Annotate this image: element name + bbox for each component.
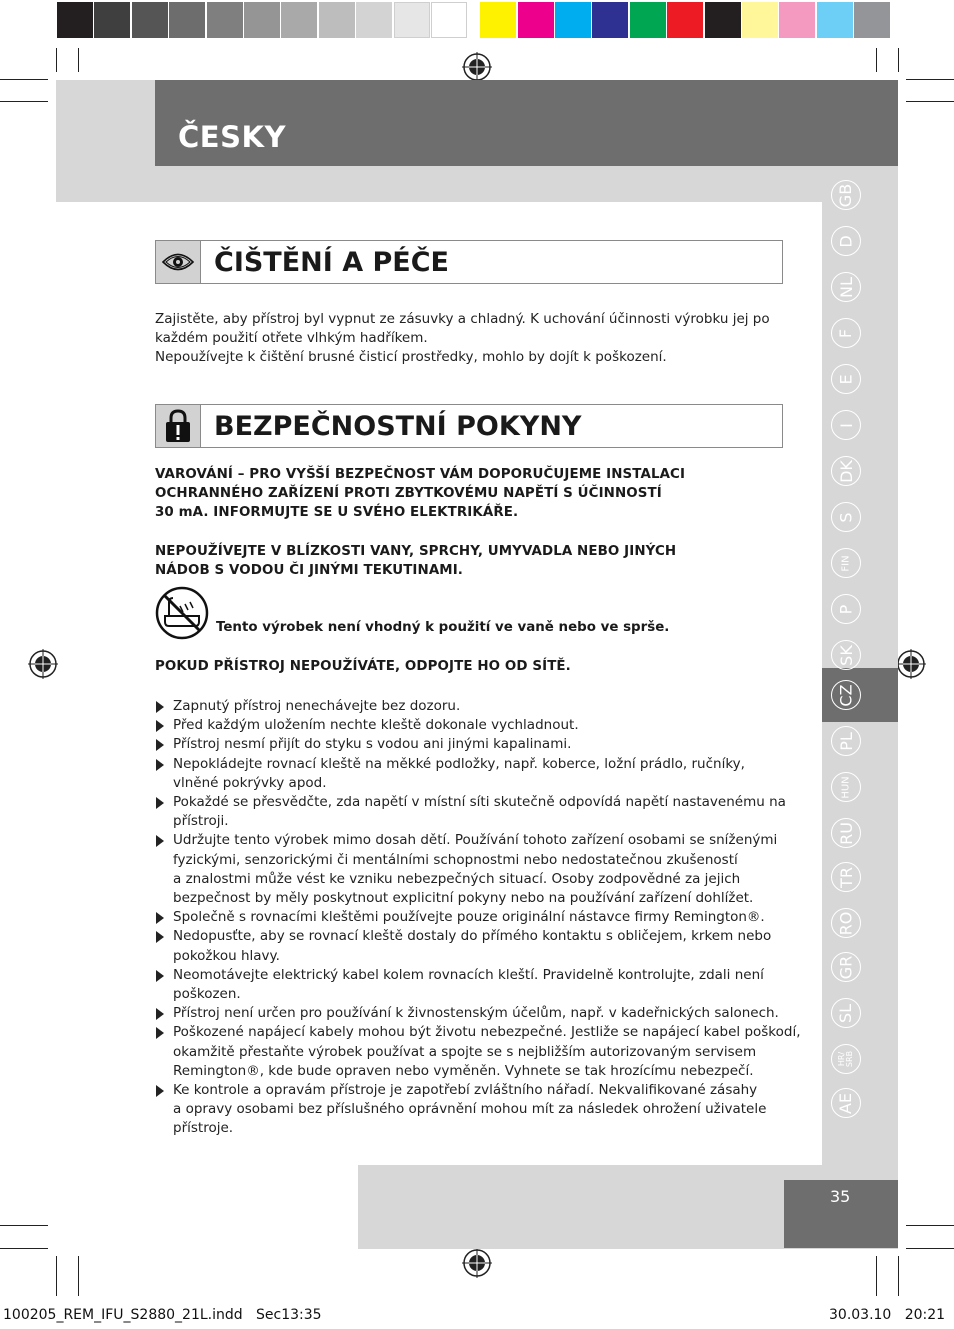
language-tab-hun[interactable]: [831, 772, 861, 802]
color-swatch: [854, 2, 890, 38]
color-swatch: [480, 2, 516, 38]
color-swatch: [394, 2, 430, 38]
text-line: Poškozené napájecí kabely mohou být životu nebezpečné. Jestliže se napájecí kabel poškodí,: [173, 1024, 801, 1041]
language-tab-label: AE: [836, 1092, 856, 1114]
crop-mark: [898, 1256, 899, 1296]
eye-icon: [156, 241, 201, 283]
language-tab-label: PL: [836, 731, 856, 751]
text-line: VAROVÁNÍ – PRO VYŠŠÍ BEZPEČNOST VÁM DOPORUČUJEME INSTALACI: [155, 467, 686, 482]
language-tab-tr[interactable]: [831, 862, 861, 892]
text-line: Před každým uložením nechte kleště dokonale vychladnout.: [173, 717, 579, 734]
bath-note: Tento výrobek není vhodný k použití ve vaně nebo ve sprše.: [216, 620, 670, 635]
registration-mark-icon: [462, 1248, 492, 1278]
color-swatch: [667, 2, 703, 38]
text-line: poškozen.: [173, 986, 241, 1003]
language-tab-label: NL: [836, 276, 856, 298]
text-line: Přístroj není určen pro používání k živnostenským účelům, např. v kadeřnických salonech.: [173, 1005, 779, 1022]
color-swatch: [132, 2, 168, 38]
color-swatch: [169, 2, 205, 38]
language-tab-label: RU: [836, 821, 856, 845]
list-item: [155, 908, 805, 927]
rcd-warning: [155, 465, 795, 523]
text-line: OCHRANNÉHO ZAŘÍZENÍ PROTI ZBYTKOVÉMU NAPĚTÍ S ÚČINNOSTÍ: [155, 486, 662, 502]
padlock-warning-icon: [156, 405, 201, 447]
list-item: [155, 755, 805, 793]
text-line: NÁDOB S VODOU ČI JINÝMI TEKUTINAMI.: [155, 563, 463, 579]
text-line: Nedopusťte, aby se rovnací kleště dostaly do přímého kontaktu s obličejem, krkem nebo: [173, 928, 772, 945]
color-swatch: [779, 2, 815, 38]
text-line: Společně s rovnacími kleštěmi používejte pouze originální nástavce firmy Remington®.: [173, 909, 765, 926]
text-line: okamžitě přestaňte výrobek používat a spojte se s nejbližším autorizovaným servisem: [173, 1043, 757, 1060]
list-item: [155, 1004, 805, 1023]
language-tab-ro[interactable]: [831, 908, 861, 938]
text-line: přístroji.: [173, 813, 229, 830]
color-swatch: [431, 2, 467, 38]
language-tab-ae[interactable]: [831, 1088, 861, 1118]
language-tab-label: P: [836, 604, 856, 614]
language-tab-label: SL: [836, 1003, 856, 1023]
text-line: každém použití otřete vlhkým hadříkem.: [155, 330, 428, 347]
crop-mark: [876, 1256, 877, 1296]
language-tab-i[interactable]: [831, 410, 861, 440]
crop-mark: [906, 1225, 954, 1226]
language-tab-label: FIN: [840, 554, 852, 572]
unplug-warning: POKUD PŘÍSTROJ NEPOUŽÍVÁTE, ODPOJTE HO OD SÍTĚ.: [155, 659, 571, 674]
page-number: 35: [830, 1187, 851, 1206]
text-line: přístroje.: [173, 1120, 234, 1137]
section-title: ČIŠTĚNÍ A PÉČE: [214, 247, 449, 278]
language-tab-fin[interactable]: [831, 548, 861, 578]
section-header-safety: [155, 404, 783, 448]
language-tab-label: D: [836, 234, 856, 248]
text-line: Neomotávejte elektrický kabel kolem rovnacích kleští. Pravidelně kontrolujte, zdali není: [173, 966, 764, 983]
print-date: 30.03.10 20:21: [829, 1307, 946, 1323]
text-line: Zajistěte, aby přístroj byl vypnut ze zásuvky a chladný. K uchování účinnosti výrobku jej po: [155, 311, 770, 327]
language-tab-ru[interactable]: [831, 818, 861, 848]
text-line: pokožkou hlavy.: [173, 947, 280, 964]
language-tab-cz[interactable]: [831, 680, 861, 710]
language-tab-label: E: [836, 373, 856, 385]
text-line: a znalostmi může vést ke vzniku nebezpečných situací. Osoby zodpovědné za jejich: [173, 870, 741, 887]
text-line: 30 mA. INFORMUJTE SE U SVÉHO ELEKTRIKÁŘE.: [155, 505, 519, 521]
color-swatch: [356, 2, 392, 38]
list-item: [155, 966, 805, 1004]
language-tab-p[interactable]: [831, 594, 861, 624]
crop-mark: [0, 1248, 48, 1249]
crop-mark: [906, 1248, 954, 1249]
color-swatch: [319, 2, 355, 38]
crop-mark: [0, 1225, 48, 1226]
text-line: Zapnutý přístroj nenechávejte bez dozoru.: [173, 698, 461, 714]
language-tab-label: GR: [836, 955, 856, 979]
crop-mark: [56, 48, 57, 72]
text-line: a opravy osobami bez příslušného oprávnění mohou mít za následek ohrožení uživatele: [173, 1101, 767, 1118]
language-tab-label: DK: [836, 459, 856, 483]
text-line: Remington®, kde bude opraven nebo vyměněn. Vyhnete se tak hrozícímu nebezpečí.: [173, 1062, 754, 1079]
color-swatch: [742, 2, 778, 38]
text-line: bezpečnost by měly poskytnout explicitní pokyny nebo na používání zařízení dohlížet.: [173, 890, 754, 907]
language-tab-label: HUN: [840, 775, 852, 799]
list-item: [155, 1023, 805, 1081]
list-item: [155, 716, 805, 735]
language-tab-label: SK: [836, 644, 856, 666]
color-swatch: [705, 2, 741, 38]
text-line: Pokaždé se přesvědčte, zda napětí v místní síti skutečně odpovídá napětí nastavenému na: [173, 794, 786, 811]
crop-mark: [78, 1256, 79, 1296]
registration-mark-icon: [462, 52, 492, 82]
color-swatch: [555, 2, 591, 38]
language-tab-nl[interactable]: [831, 272, 861, 302]
color-swatch: [207, 2, 243, 38]
water-warning: [155, 542, 795, 580]
color-swatch: [94, 2, 130, 38]
file-info: 100205_REM_IFU_S2880_21L.indd Sec13:35: [3, 1307, 322, 1323]
language-tab-gr[interactable]: [831, 952, 861, 982]
list-item: [155, 697, 805, 716]
text-line: NEPOUŽÍVEJTE V BLÍZKOSTI VANY, SPRCHY, UMYVADLA NEBO JINÝCH: [155, 544, 677, 559]
color-swatch: [817, 2, 853, 38]
page-title: ČESKY: [178, 120, 286, 154]
section-header-cleaning: [155, 240, 783, 284]
language-tab-label: S: [836, 511, 856, 523]
crop-mark: [906, 79, 954, 80]
list-item: [155, 793, 805, 831]
crop-mark: [0, 79, 48, 80]
list-item: [155, 735, 805, 754]
language-tab-label: I: [836, 422, 856, 428]
crop-mark: [0, 101, 48, 102]
language-tab-label: TR: [836, 866, 856, 888]
color-swatch: [630, 2, 666, 38]
text-line: Nepokládejte rovnací kleště na měkké podložky, např. koberce, ložní prádlo, ručníky,: [173, 755, 745, 772]
text-line: Přístroj nesmí přijít do styku s vodou ani jinými kapalinami.: [173, 736, 572, 753]
cleaning-text: [155, 310, 795, 368]
text-line: Udržujte tento výrobek mimo dosah dětí. Používání tohoto zařízení osobami se sníženými: [173, 832, 778, 849]
list-item: [155, 831, 805, 908]
crop-mark: [906, 101, 954, 102]
language-tab-sl[interactable]: [831, 998, 861, 1028]
section-title: BEZPEČNOSTNÍ POKYNY: [214, 411, 582, 442]
language-tab-dk[interactable]: [831, 456, 861, 486]
language-tab-hrsrb[interactable]: [831, 1044, 861, 1074]
text-line: vlněné pokrývky apod.: [173, 774, 327, 791]
language-tab-e[interactable]: [831, 364, 861, 394]
registration-mark-icon: [896, 649, 926, 679]
language-tab-label: GB: [836, 183, 856, 207]
language-tab-s[interactable]: [831, 502, 861, 532]
color-swatch: [281, 2, 317, 38]
language-tab-gb[interactable]: [831, 180, 861, 210]
crop-mark: [56, 1256, 57, 1296]
safety-bullet-list: [155, 697, 805, 1139]
crop-mark: [898, 48, 899, 72]
list-item: [155, 927, 805, 965]
language-tab-label: RO: [836, 911, 856, 935]
language-tab-f[interactable]: [831, 318, 861, 348]
registration-mark-icon: [28, 649, 58, 679]
language-tab-pl[interactable]: [831, 726, 861, 756]
crop-mark: [876, 48, 877, 72]
text-line: Ke kontrole a opravám přístroje je zapotřebí zvláštního nářadí. Nekvalifikované zásahy: [173, 1082, 758, 1099]
color-swatch: [244, 2, 280, 38]
language-tab-label: HR/ SRB: [837, 1050, 854, 1068]
text-line: fyzickými, senzorickými či mentálními schopnostmi nebo nedostatečnou zkušeností: [173, 851, 738, 868]
swatch-gap: [468, 2, 480, 38]
list-item: [155, 1081, 805, 1139]
language-tab-sk[interactable]: [831, 640, 861, 670]
language-tab-d[interactable]: [831, 226, 861, 256]
no-bath-icon: [155, 586, 209, 640]
page-number-box: [784, 1180, 898, 1248]
color-swatch: [57, 2, 93, 38]
language-tab-label: CZ: [836, 683, 856, 707]
color-swatch: [518, 2, 554, 38]
color-calibration-bar: [57, 2, 892, 38]
crop-mark: [78, 48, 79, 72]
language-tab-label: F: [836, 328, 856, 338]
color-swatch: [592, 2, 628, 38]
text-line: Nepoužívejte k čištění brusné čisticí prostředky, mohlo by dojít k poškození.: [155, 349, 667, 366]
